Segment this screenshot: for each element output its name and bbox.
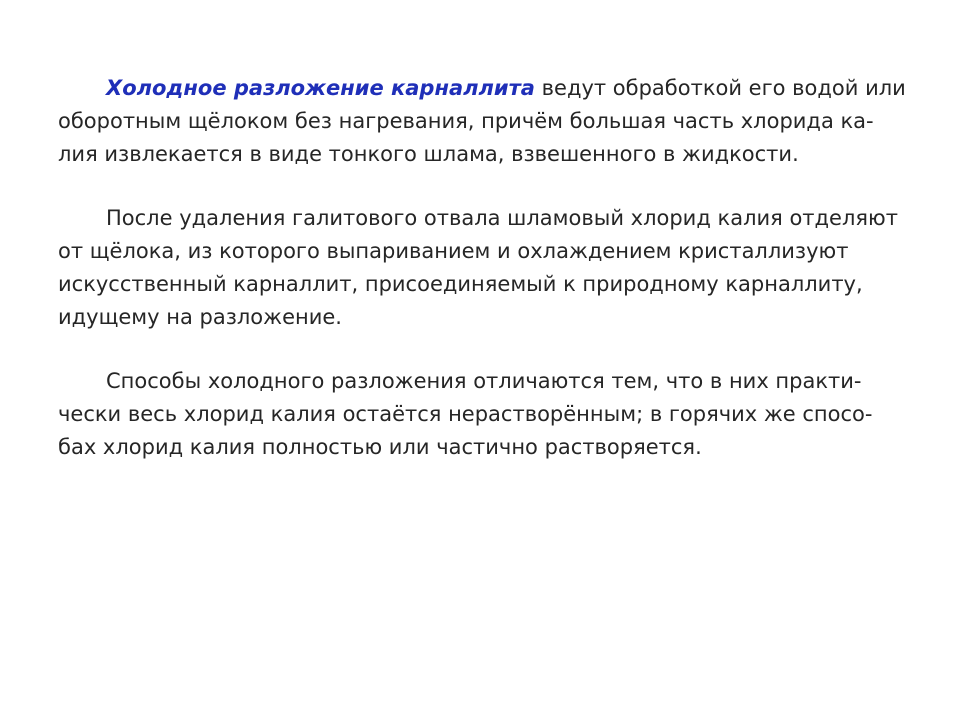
paragraph-line: бах хлорид калия полностью или частично растворяется. (58, 435, 702, 459)
paragraph-line: идущему на разложение. (58, 305, 342, 329)
paragraph-line: чески весь хлорид калия остаётся нерастворённым; в горячих же спосо- (58, 402, 873, 426)
paragraph-line: оборотным щёлоком без нагревания, причём большая часть хлорида ка- (58, 109, 874, 133)
slide-text-body (58, 72, 908, 464)
paragraph-line (58, 72, 908, 105)
paragraph-line: лия извлекается в виде тонкого шлама, взвешенного в жидкости. (58, 142, 799, 166)
paragraph-line: После удаления галитового отвала шламовый хлорид калия отделяют (106, 206, 898, 230)
key-term-cold-decomposition: Холодное разложение карналлита (106, 76, 535, 100)
paragraph-cold-decomposition (58, 72, 908, 171)
paragraph-line: искусственный карналлит, присоединяемый к природному карналлиту, (58, 272, 863, 296)
paragraph-line: от щёлока, из которого выпариванием и охлаждением кристаллизуют (58, 239, 849, 263)
paragraph-after-halite-removal (58, 202, 908, 334)
paragraph-line: Способы холодного разложения отличаются тем, что в них практи- (106, 369, 862, 393)
paragraph-methods-difference (58, 365, 908, 464)
paragraph-line-text: ведут обработкой его водой или (534, 76, 906, 100)
